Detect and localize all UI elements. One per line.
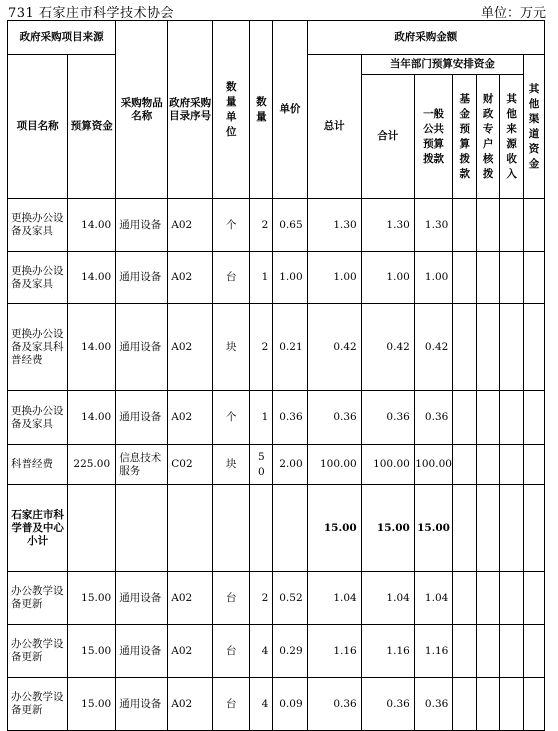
cell-project-name: 办公教学设备更新	[8, 625, 68, 678]
cell-code: A02	[168, 678, 213, 731]
cell-qty	[250, 485, 273, 572]
cell-subtotal: 0.36	[361, 678, 414, 731]
cell-subtotal: 0.42	[361, 304, 414, 391]
cell-unit: 台	[212, 572, 249, 625]
header-fund-budget: 基金预算拨款	[453, 75, 477, 199]
cell-item: 通用设备	[116, 252, 168, 304]
header-other-income: 其他来源收入	[500, 75, 524, 199]
cell-price: 0.52	[273, 572, 307, 625]
cell-other-income	[500, 445, 524, 485]
cell-qty: 2	[250, 199, 273, 252]
table-row	[8, 445, 545, 485]
cell-fund	[453, 304, 477, 391]
cell-item: 信息技术服务	[116, 445, 168, 485]
header-total: 总计	[307, 55, 361, 199]
cell-project-name: 更换办公设备及家具	[8, 252, 68, 304]
cell-unit: 台	[212, 625, 249, 678]
cell-general: 1.30	[414, 199, 453, 252]
header-catalog-no: 政府采购目录序号	[168, 21, 213, 199]
cell-price: 0.09	[273, 678, 307, 731]
cell-general: 100.00	[414, 445, 453, 485]
report-header	[8, 0, 548, 20]
cell-other-income	[500, 252, 524, 304]
cell-other-income	[500, 391, 524, 445]
cell-item: 通用设备	[116, 199, 168, 252]
cell-subtotal: 1.04	[361, 572, 414, 625]
table-row	[8, 625, 545, 678]
cell-price: 0.21	[273, 304, 307, 391]
subtotal-row	[8, 485, 545, 572]
cell-qty: 4	[250, 678, 273, 731]
cell-item: 通用设备	[116, 572, 168, 625]
cell-qty: 1	[250, 252, 273, 304]
header-current-year: 当年部门预算安排资金	[361, 55, 523, 75]
cell-unit	[212, 485, 249, 572]
cell-fund	[453, 391, 477, 445]
cell-total: 1.30	[307, 199, 361, 252]
cell-total: 0.36	[307, 391, 361, 445]
cell-general: 0.36	[414, 391, 453, 445]
table-row	[8, 391, 545, 445]
cell-other-income	[500, 485, 524, 572]
cell-fund	[453, 625, 477, 678]
cell-subtotal: 1.30	[361, 199, 414, 252]
cell-budget: 225.00	[68, 445, 116, 485]
cell-fund	[453, 678, 477, 731]
cell-total: 0.42	[307, 304, 361, 391]
cell-fund	[453, 485, 477, 572]
cell-subtotal: 100.00	[361, 445, 414, 485]
cell-special	[477, 625, 500, 678]
cell-project-name: 更换办公设备及家具	[8, 199, 68, 252]
cell-unit: 台	[212, 252, 249, 304]
cell-total: 1.00	[307, 252, 361, 304]
cell-qty: 2	[250, 304, 273, 391]
cell-other-channel	[524, 625, 545, 678]
cell-qty: 2	[250, 572, 273, 625]
cell-qty: 1	[250, 391, 273, 445]
cell-item: 通用设备	[116, 391, 168, 445]
header-unit-price: 单价	[273, 21, 307, 199]
cell-subtotal: 1.00	[361, 252, 414, 304]
cell-budget: 15.00	[68, 678, 116, 731]
table-row	[8, 252, 545, 304]
cell-total: 1.16	[307, 625, 361, 678]
cell-item: 通用设备	[116, 304, 168, 391]
cell-unit: 个	[212, 391, 249, 445]
cell-code: C02	[168, 445, 213, 485]
cell-subtotal: 1.16	[361, 625, 414, 678]
table-row	[8, 199, 545, 252]
cell-price: 0.65	[273, 199, 307, 252]
header-special-funds: 财政专户核拨	[477, 75, 500, 199]
cell-other-channel	[524, 252, 545, 304]
cell-other-income	[500, 625, 524, 678]
cell-general: 1.00	[414, 252, 453, 304]
cell-other-income	[500, 678, 524, 731]
table-row	[8, 304, 545, 391]
unit-label: 单位：万元	[480, 6, 546, 21]
cell-budget: 15.00	[68, 572, 116, 625]
cell-budget: 14.00	[68, 199, 116, 252]
cell-project-name: 办公教学设备更新	[8, 572, 68, 625]
cell-special	[477, 391, 500, 445]
cell-general: 15.00	[414, 485, 453, 572]
cell-project-name: 更换办公设备及家具	[8, 391, 68, 445]
cell-price	[273, 485, 307, 572]
cell-budget: 14.00	[68, 391, 116, 445]
cell-other-channel	[524, 485, 545, 572]
header-subtotal: 合计	[361, 75, 414, 199]
cell-special	[477, 445, 500, 485]
cell-special	[477, 485, 500, 572]
cell-other-income	[500, 199, 524, 252]
header-item-name: 采购物品名称	[116, 21, 168, 199]
cell-special	[477, 678, 500, 731]
header-general-public: 一般公共预算拨款	[414, 75, 453, 199]
header-other-channel: 其他渠道资金	[524, 55, 545, 199]
cell-unit: 块	[212, 445, 249, 485]
cell-unit: 个	[212, 199, 249, 252]
cell-subtotal: 0.36	[361, 391, 414, 445]
header-quantity: 数量	[250, 21, 273, 199]
header-budget: 预算资金	[68, 55, 116, 199]
cell-total: 0.36	[307, 678, 361, 731]
cell-general: 0.36	[414, 678, 453, 731]
cell-general: 1.04	[414, 572, 453, 625]
cell-price: 0.29	[273, 625, 307, 678]
cell-special	[477, 252, 500, 304]
cell-code	[168, 485, 213, 572]
report-title: 731 石家庄市科学技术协会	[8, 6, 174, 21]
cell-project-name: 科普经费	[8, 445, 68, 485]
header-gov-source: 政府采购项目来源	[8, 21, 116, 55]
cell-other-channel	[524, 572, 545, 625]
cell-code: A02	[168, 199, 213, 252]
cell-item: 通用设备	[116, 678, 168, 731]
cell-other-income	[500, 304, 524, 391]
cell-code: A02	[168, 252, 213, 304]
cell-general: 0.42	[414, 304, 453, 391]
cell-general: 1.16	[414, 625, 453, 678]
cell-unit: 台	[212, 678, 249, 731]
cell-code: A02	[168, 304, 213, 391]
header-gov-amount: 政府采购金额	[307, 21, 544, 55]
cell-budget: 15.00	[68, 625, 116, 678]
cell-fund	[453, 252, 477, 304]
cell-other-channel	[524, 678, 545, 731]
cell-project-name: 更换办公设备及家具科普经费	[8, 304, 68, 391]
cell-other-channel	[524, 199, 545, 252]
procurement-table	[7, 20, 545, 731]
cell-other-income	[500, 572, 524, 625]
cell-item: 通用设备	[116, 625, 168, 678]
table-row	[8, 678, 545, 731]
cell-qty: 4	[250, 625, 273, 678]
cell-budget: 14.00	[68, 304, 116, 391]
cell-code: A02	[168, 391, 213, 445]
cell-price: 0.36	[273, 391, 307, 445]
cell-budget: 14.00	[68, 252, 116, 304]
cell-special	[477, 572, 500, 625]
cell-fund	[453, 572, 477, 625]
cell-fund	[453, 199, 477, 252]
cell-project-name: 办公教学设备更新	[8, 678, 68, 731]
cell-code: A02	[168, 625, 213, 678]
cell-other-channel	[524, 304, 545, 391]
cell-item	[116, 485, 168, 572]
header-qty-unit: 数量单位	[212, 21, 249, 199]
cell-other-channel	[524, 391, 545, 445]
cell-project-name: 石家庄市科学普及中心 小计	[8, 485, 68, 572]
cell-price: 2.00	[273, 445, 307, 485]
cell-unit: 块	[212, 304, 249, 391]
cell-special	[477, 199, 500, 252]
table-row	[8, 572, 545, 625]
cell-special	[477, 304, 500, 391]
cell-subtotal: 15.00	[361, 485, 414, 572]
cell-total: 100.00	[307, 445, 361, 485]
cell-code: A02	[168, 572, 213, 625]
cell-total: 15.00	[307, 485, 361, 572]
cell-qty: 50	[250, 445, 273, 485]
cell-budget	[68, 485, 116, 572]
cell-total: 1.04	[307, 572, 361, 625]
header-project-name: 项目名称	[8, 55, 68, 199]
cell-other-channel	[524, 445, 545, 485]
cell-price: 1.00	[273, 252, 307, 304]
cell-fund	[453, 445, 477, 485]
